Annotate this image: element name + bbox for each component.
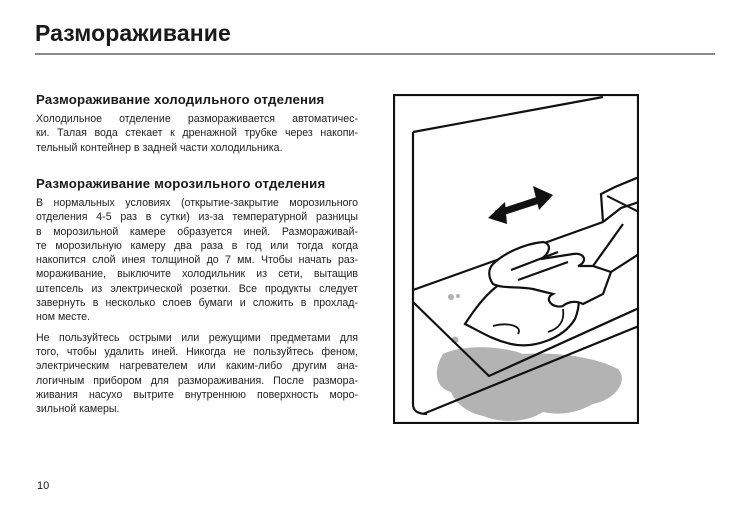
text-line: В нормальных условиях (открытие-закрытие морозильного [36, 197, 358, 209]
text-line: живания насухо вытрите внутреннюю поверхность моро- [36, 388, 358, 401]
text-line: штепсель из электрической розетки. Все продукты следует [36, 282, 358, 295]
text-line: зильной камеры. [36, 403, 120, 416]
text-line: Холодильное отделение размораживается автоматичес- [36, 113, 358, 125]
section-heading: Размораживание холодильного отделения [36, 92, 325, 107]
text-line: те морозильную камеру два раза в год или тогда когда [36, 239, 358, 252]
text-line: Не пользуйтесь острыми или режущими предметами для [36, 331, 358, 344]
title-divider [35, 53, 715, 55]
text-line: в морозильной камере образуется иней. Размораживай- [36, 225, 358, 238]
text-line: электрическим нагревателем или каким-либо другим ана- [36, 360, 358, 373]
text-line: мораживание, выключите холодильник из сети, вытащив [36, 268, 358, 281]
paragraph [36, 331, 358, 417]
text-line: тельный контейнер в задней части холодильника. [36, 141, 283, 154]
section-heading: Размораживание морозильного отделения [36, 176, 326, 191]
text-line: отделения 4-5 раз в сутки) из-за температурной разницы [36, 211, 358, 224]
text-line: логичным прибором для размораживания. После размора- [36, 374, 358, 387]
defrost-illustration [393, 94, 639, 424]
paragraph [36, 196, 358, 325]
section-fridge-defrost [36, 92, 358, 155]
text-line: накопится слой инея толщиной до 7 мм. Чтобы начать раз- [36, 254, 358, 267]
text-line: ном месте. [36, 311, 91, 324]
text-line: завернуть в несколько слоев бумаги и сложить в прохлад- [36, 297, 358, 310]
paragraph [36, 112, 358, 155]
page-title: Размораживание [35, 20, 231, 46]
text-line: ки. Талая вода стекает к дренажной трубке через накопи- [36, 127, 358, 140]
text-line: того, чтобы удалить иней. Никогда не пользуйтесь феном, [36, 345, 358, 358]
page-number: 10 [37, 480, 50, 492]
section-freezer-defrost [36, 176, 358, 416]
